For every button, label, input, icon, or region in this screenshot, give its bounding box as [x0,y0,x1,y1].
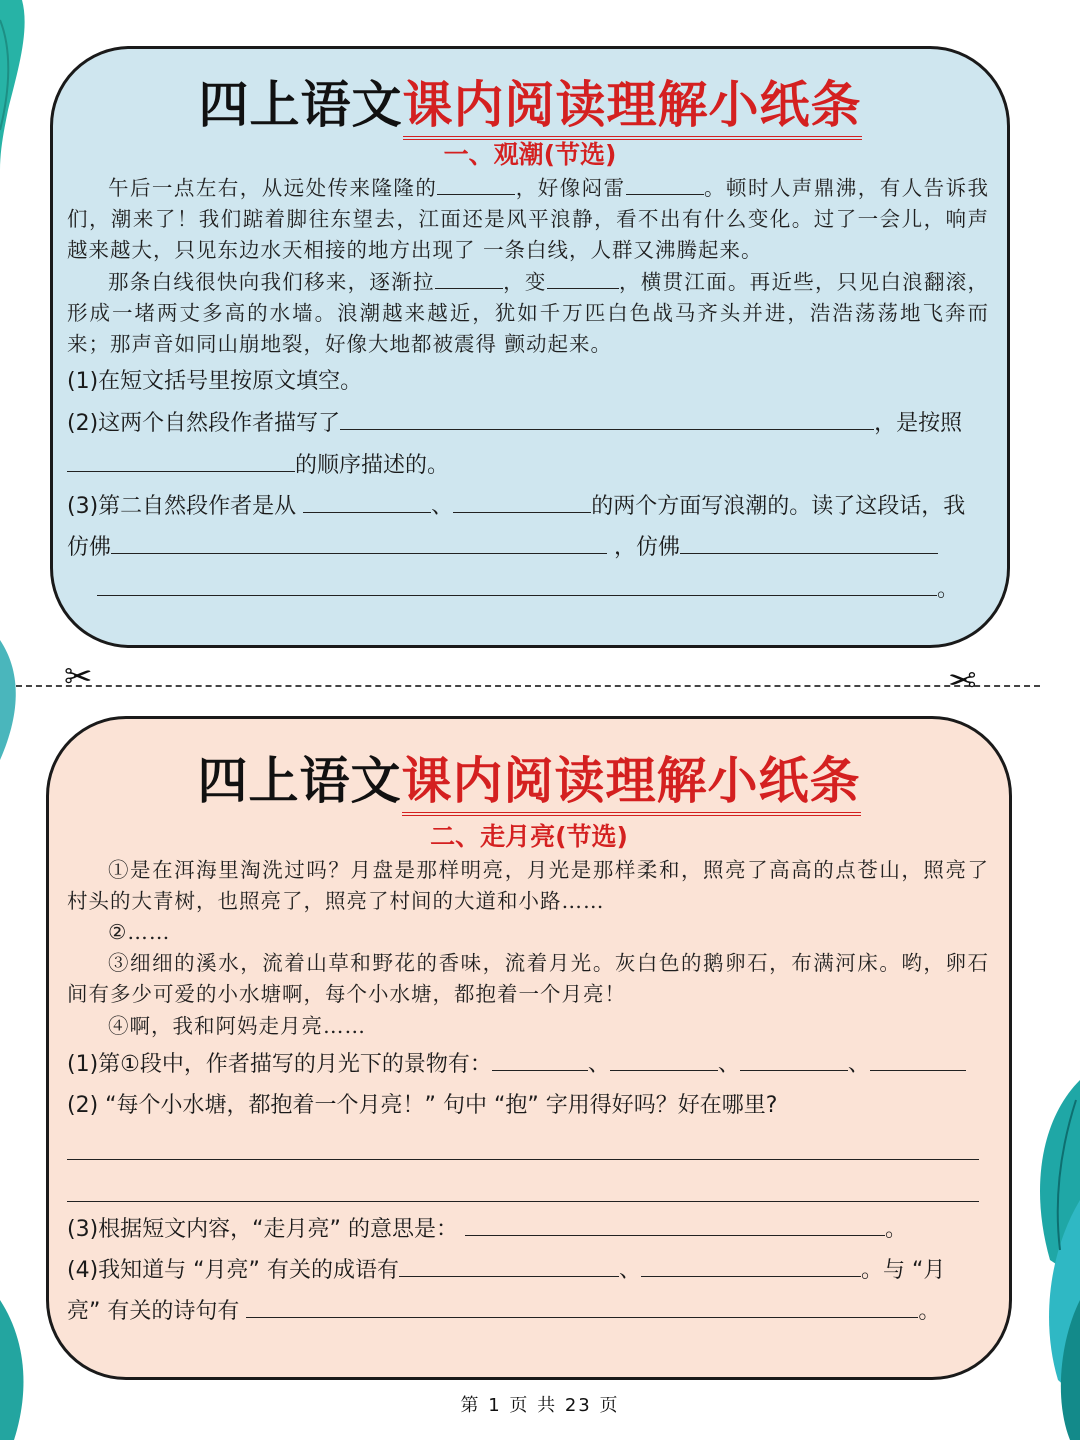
passage-paragraph-3: ③细细的溪水，流着山草和野花的香味，流着月光。灰白色的鹅卵石，布满河床。哟，卵石间有多少可爱的小水塘啊，每个小水塘，都抱着一个月亮！ [67,951,989,1006]
passage-paragraph-2: ②…… [108,920,171,944]
question-2: (2)这两个自然段作者描写了 ，是按照 [67,411,963,436]
leaf-decoration-bottom-left [0,1300,40,1440]
section-subtitle: 一、观潮(节选) [443,140,617,169]
question-4-cont: 亮” 有关的诗句有 。 [67,1299,941,1324]
card-title [49,741,1009,813]
answer-blank[interactable] [870,1050,966,1071]
answer-blank[interactable] [492,1050,588,1071]
answer-blank[interactable] [67,451,295,472]
question-3-cont-2: 。 [97,575,959,605]
question-4: (4)我知道与 “月亮” 有关的成语有 、 。与 “月 [67,1258,946,1283]
answer-blank[interactable] [453,492,591,513]
section-subtitle: 二、走月亮(节选) [430,822,628,851]
question-2: (2) “每个小水塘，都抱着一个月亮！” 句中 “抱” 字用得好吗？好在哪里? [67,1093,778,1118]
reading-card-guanchao [50,46,1010,648]
title-black-part: 四上语文 [198,76,403,134]
passage-paragraph-2: 那条白线很快向我们移来，逐渐拉 ，变 ，横贯江面。再近些，只见白浪翻滚，形成一堵两丈多高的水墙。浪潮越来越近，犹如千万匹白色战马齐头并进，浩浩荡荡地飞奔而来；那声音如同山崩地裂，好像大地都被震得 颤动起来。 [67,270,990,356]
answer-blank[interactable] [111,533,607,554]
question-3: (3)第二自然段作者是从 、 的两个方面写浪潮的。读了这段话，我 [67,494,966,519]
leaf-decoration-left-mid [0,640,30,760]
passage-paragraph-1: 午后一点左右，从远处传来隆隆的 ，好像闷雷 。顿时人声鼎沸，有人告诉我们，潮来了！我们踮着脚往东望去，江面还是风平浪静，看不出有什么变化。过了一会儿，响声越来越大，只见东边水天相接的地方出现了 一条白线，人群又沸腾起来。 [67,176,990,262]
answer-blank[interactable] [740,1050,848,1071]
answer-blank[interactable] [465,1215,885,1236]
reading-card-zouyueliang [46,716,1012,1380]
fill-blank[interactable] [437,174,515,195]
question-1: (1)第①段中，作者描写的月光下的景物有： 、 、 、 [67,1050,966,1080]
answer-blank[interactable] [399,1256,619,1277]
answer-blank[interactable] [610,1050,718,1071]
title-black-part: 四上语文 [197,752,402,810]
answer-blank[interactable] [246,1297,918,1318]
answer-blank[interactable] [680,533,938,554]
answer-line[interactable] [67,1201,979,1202]
answer-blank[interactable] [641,1256,861,1277]
fill-blank[interactable] [626,174,704,195]
leaf-decoration-top-left [0,0,40,170]
scissors-icon: ✂ [64,657,93,697]
question-3: (3)根据短文内容，“走月亮” 的意思是： 。 [67,1217,907,1242]
passage-paragraph-1: ①是在洱海里淘洗过吗？月盘是那样明亮，月光是那样柔和，照亮了高高的点苍山，照亮了村头的大青树，也照亮了，照亮了村间的大道和小路…… [67,858,989,913]
fill-blank[interactable] [435,268,503,289]
question-1: (1)在短文括号里按原文填空。 [67,369,363,394]
title-red-part: 课内阅读理解小纸条 [402,752,861,816]
scissors-icon: ✂ [948,661,977,701]
answer-line[interactable] [67,1159,979,1160]
fill-blank[interactable] [547,268,619,289]
question-2-cont: 的顺序描述的。 [67,451,449,481]
answer-blank[interactable] [97,575,937,596]
cut-line [16,685,1040,687]
question-3-cont: 仿佛 ，仿佛 [67,533,938,563]
passage-paragraph-4: ④啊，我和阿妈走月亮…… [108,1014,366,1038]
leaf-decoration-bottom-right [1010,1080,1080,1440]
answer-blank[interactable] [340,409,874,430]
title-red-part: 课内阅读理解小纸条 [403,76,862,140]
answer-blank[interactable] [303,492,431,513]
card-title [53,65,1007,137]
page-footer: 第 1 页 共 23 页 [460,1395,620,1416]
